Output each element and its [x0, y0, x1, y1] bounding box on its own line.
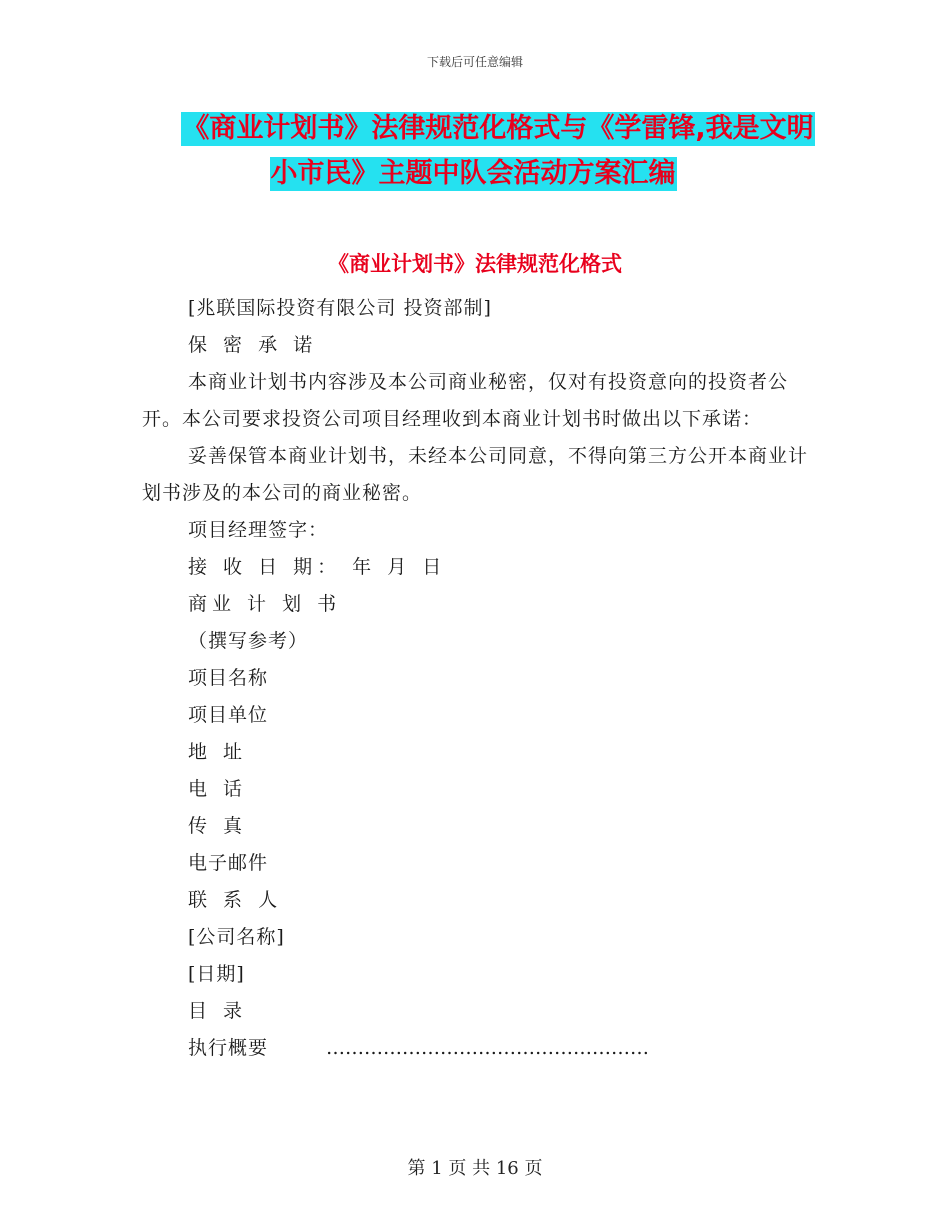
field-project-unit: 项目单位 [188, 704, 269, 726]
receive-date-line: 接 收 日 期： 年 月 日 [188, 556, 447, 578]
field-fax: 传 真 [188, 815, 248, 837]
document-title-line-2: 小市民》主题中队会活动方案汇编 [270, 158, 676, 189]
toc-entry-label: 执行概要 [188, 1037, 269, 1059]
header-note: 下载后可任意编辑 [426, 55, 523, 69]
toc-leader-dots: …………………………………………… [326, 1037, 650, 1059]
page-footer: 第 1 页 共 16 页 [407, 1158, 543, 1179]
manager-signature-line: 项目经理签字： [188, 519, 329, 541]
confidentiality-paragraph: 本商业计划书内容涉及本公司商业秘密，仅对有投资意向的投资者公开。本公司要求投资公司项目经理收到本商业计划书时做出以下承诺： [142, 371, 789, 430]
section-title: 《商业计划书》法律规范化格式 [328, 252, 622, 276]
field-email: 电子邮件 [188, 852, 269, 874]
toc-heading: 目 录 [188, 1000, 248, 1022]
toc-entry [142, 1030, 812, 1067]
confidential-heading: 保 密 承 诺 [188, 334, 318, 356]
issuer-line: [兆联国际投资有限公司 投资部制] [188, 297, 492, 319]
reference-note: （撰写参考） [188, 630, 309, 652]
document-body [142, 290, 812, 1067]
document-title-line-1: 《商业计划书》法律规范化格式与《学雷锋,我是文明 [182, 113, 814, 144]
safekeeping-paragraph: 妥善保管本商业计划书，未经本公司同意，不得向第三方公开本商业计划书涉及的本公司的商业秘密。 [142, 445, 809, 504]
field-date: [日期] [188, 963, 245, 985]
field-address: 地 址 [188, 741, 248, 763]
field-contact: 联 系 人 [188, 889, 283, 911]
field-company-name: [公司名称] [188, 926, 285, 948]
business-plan-title: 商业 计 划 书 [188, 593, 342, 615]
field-project-name: 项目名称 [188, 667, 269, 689]
field-phone: 电 话 [188, 778, 248, 800]
